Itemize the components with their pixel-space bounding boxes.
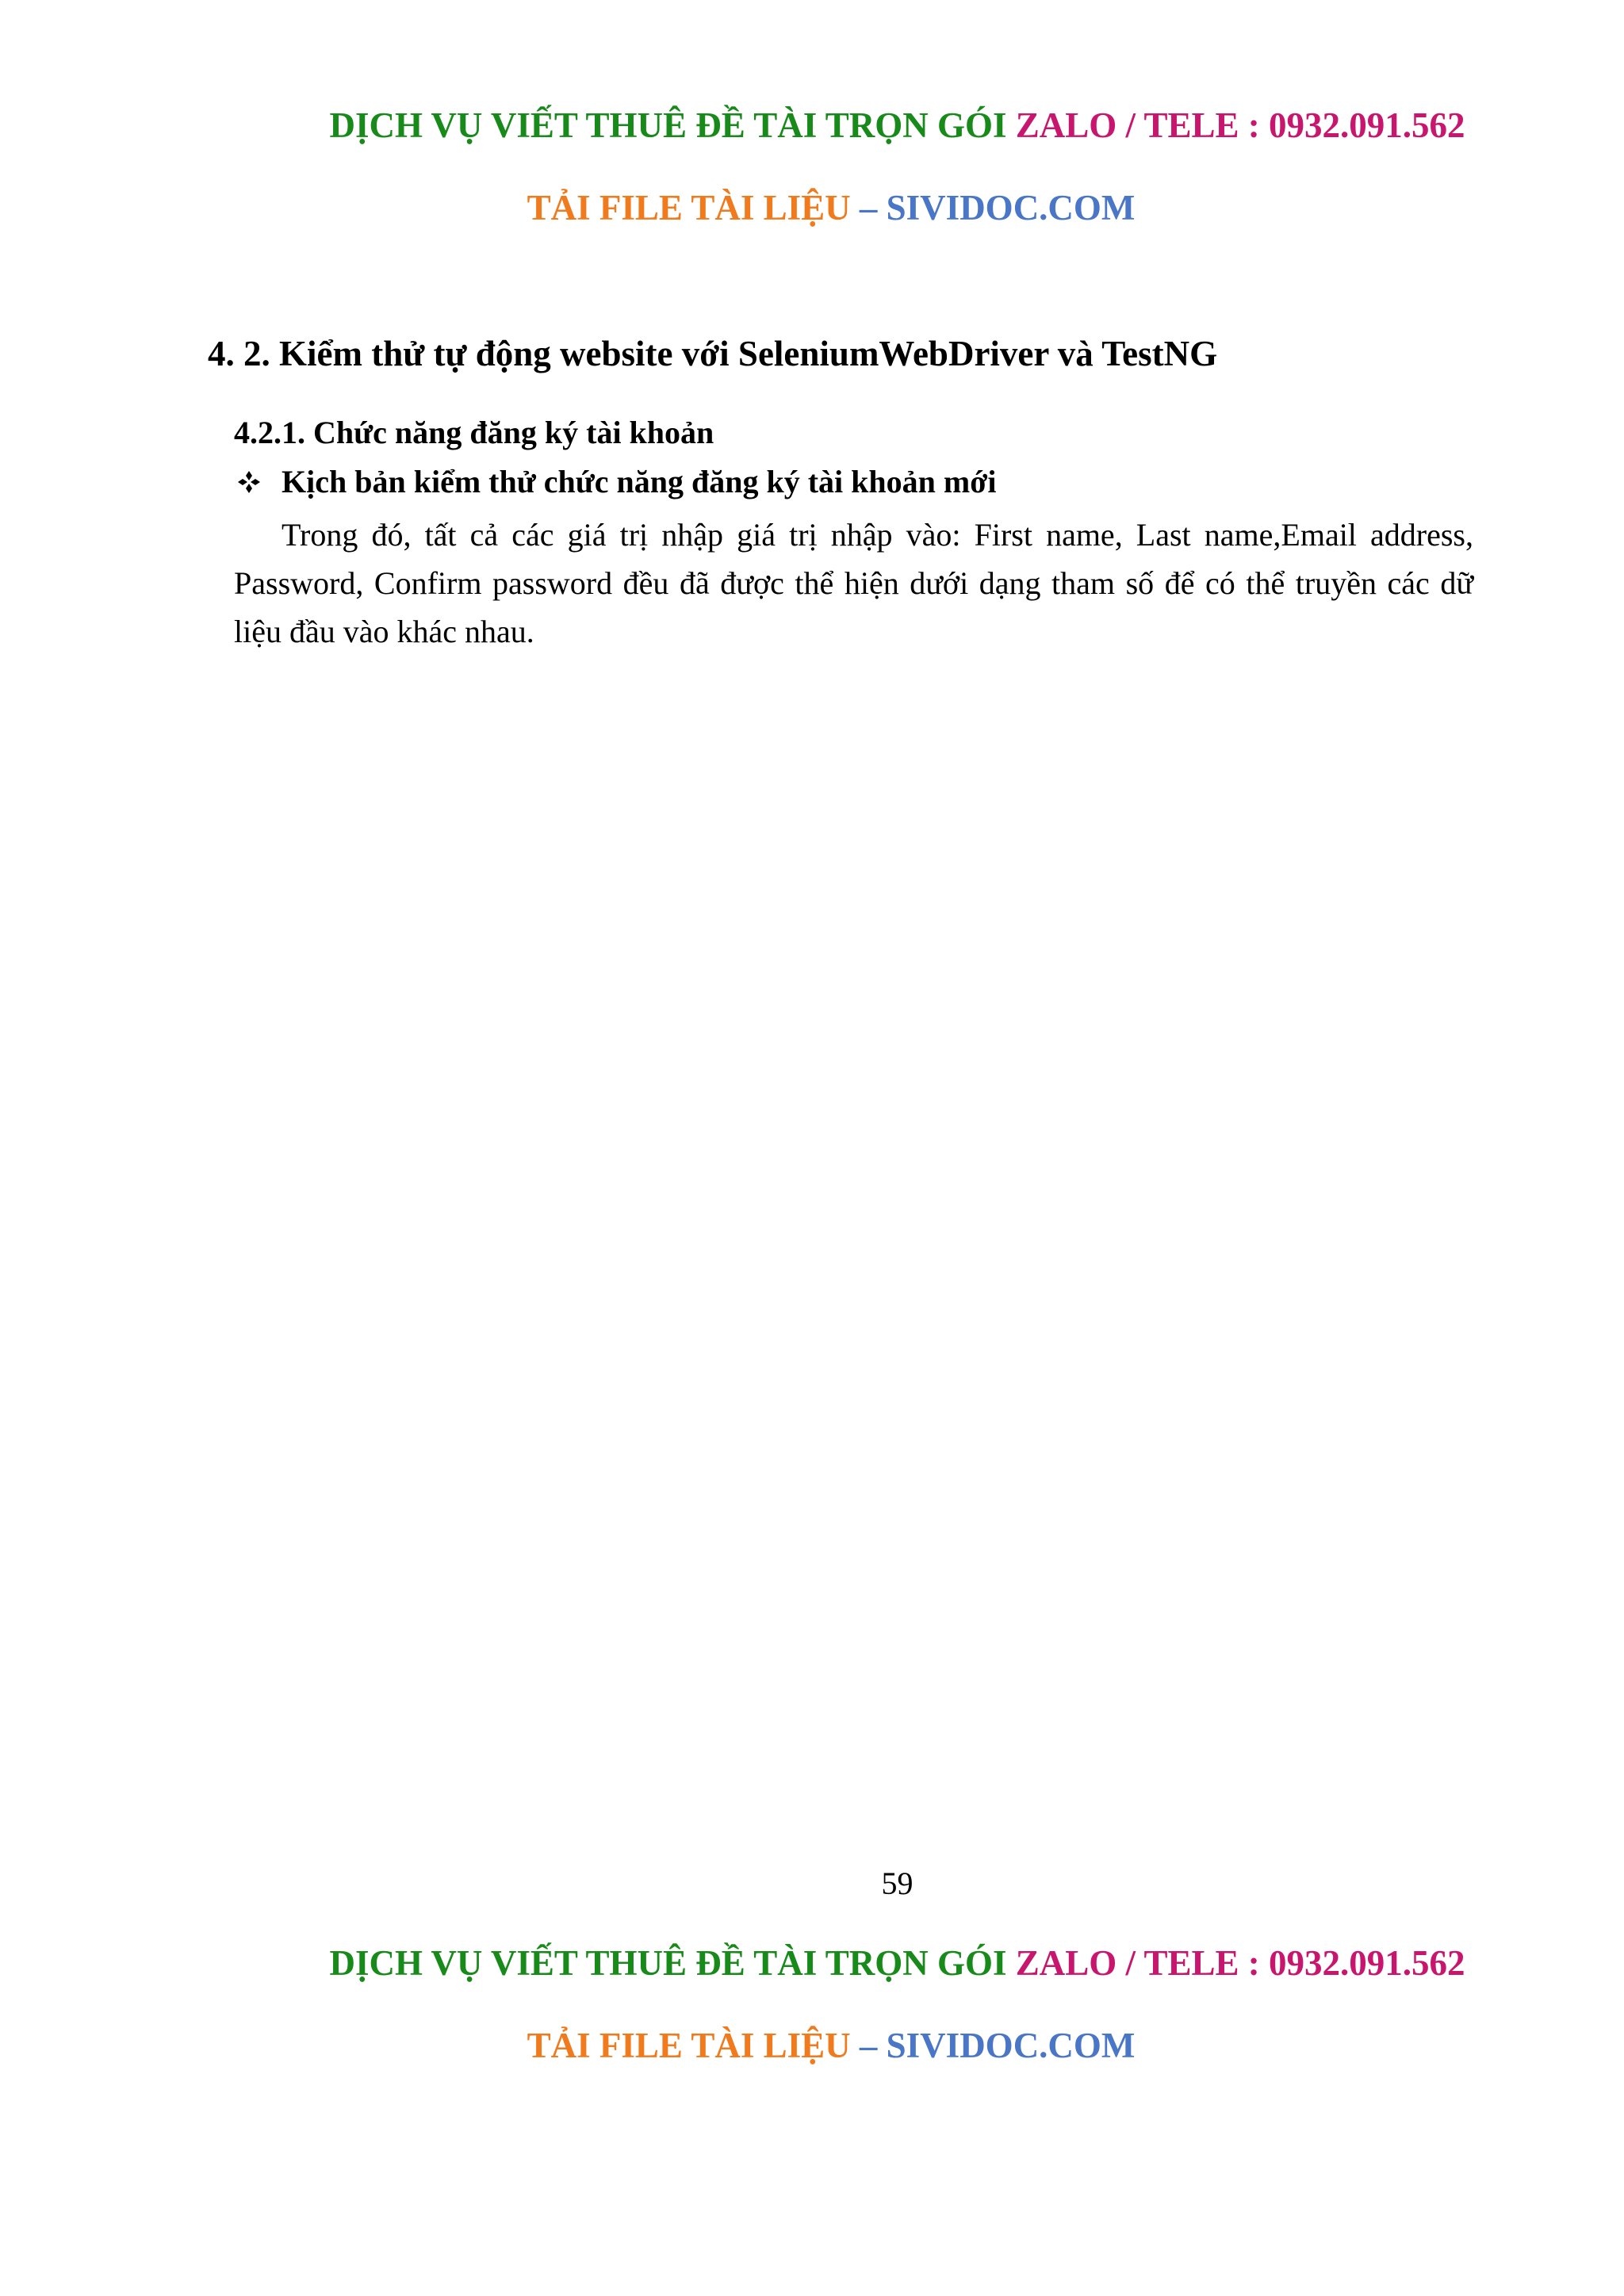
footer-site-link[interactable]: SIVIDOC.COM: [886, 2026, 1136, 2065]
header-contact-text: ZALO / TELE : 0932.091.562: [1015, 105, 1465, 145]
bullet-heading: [234, 461, 996, 503]
header-banner-download-line: [0, 184, 1624, 232]
footer-banner-service-line: [0, 1939, 1624, 1987]
header-banner-service-line: [0, 101, 1624, 149]
footer-service-text: DỊCH VỤ VIẾT THUÊ ĐỀ TÀI TRỌN GÓI: [329, 1943, 1007, 1983]
header-download-text: TẢI FILE TÀI LIỆU: [527, 188, 851, 228]
diamond-bullet-icon: [237, 470, 261, 494]
header-site-link[interactable]: SIVIDOC.COM: [886, 188, 1136, 228]
header-separator: –: [850, 188, 887, 228]
footer-contact-text: ZALO / TELE : 0932.091.562: [1015, 1943, 1465, 1983]
section-heading: 4. 2. Kiểm thử tự động website với SeleniumWebDriver và TestNG: [208, 334, 1218, 373]
header-service-text: DỊCH VỤ VIẾT THUÊ ĐỀ TÀI TRỌN GÓI: [329, 105, 1007, 145]
subsection-heading: 4.2.1. Chức năng đăng ký tài khoản: [234, 415, 714, 450]
footer-download-text: TẢI FILE TÀI LIỆU: [527, 2026, 851, 2065]
body-paragraph: Trong đó, tất cả các giá trị nhập giá trị nhập vào: First name, Last name,Email address, Password, Confirm password đều đã được thể hiện dưới dạng tham số để có thể truyền các dữ liệu đầu vào khác nhau.: [234, 517, 1473, 649]
footer-separator: –: [850, 2026, 887, 2065]
footer-banner-download-line: [0, 2022, 1624, 2069]
page-number: 59: [881, 1866, 914, 1901]
bullet-heading-text: Kịch bản kiểm thử chức năng đăng ký tài khoản mới: [282, 464, 997, 499]
